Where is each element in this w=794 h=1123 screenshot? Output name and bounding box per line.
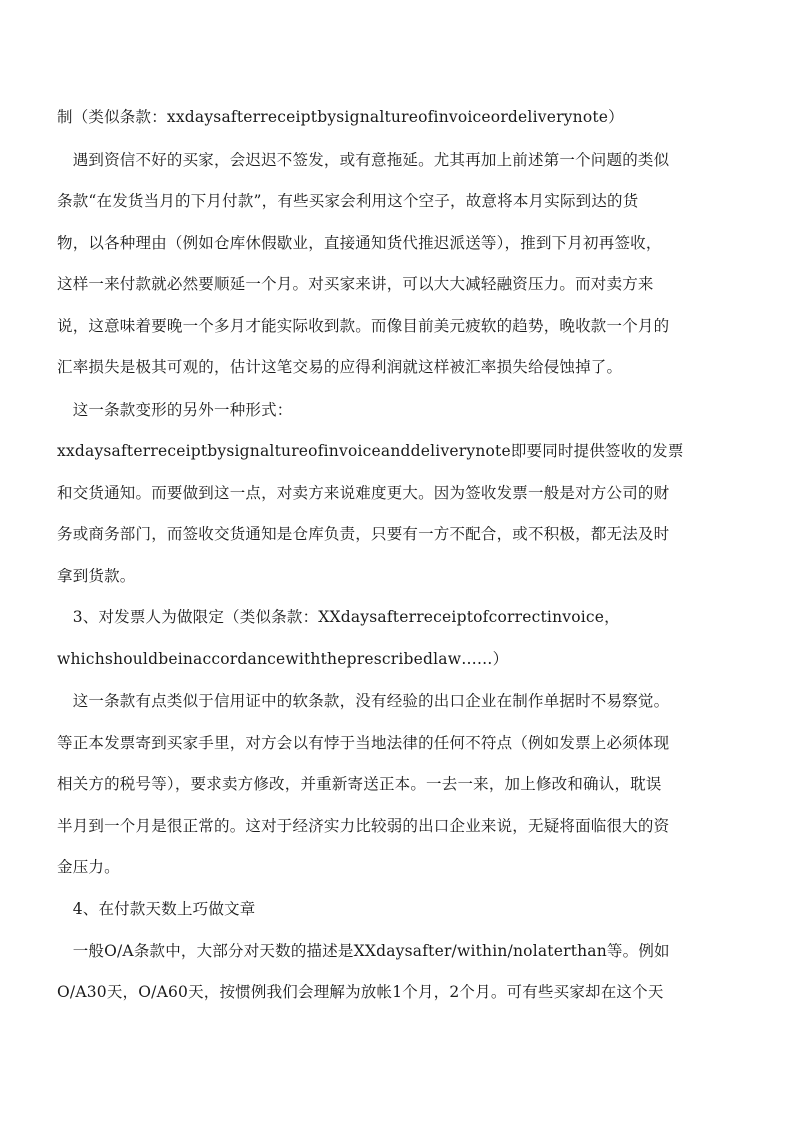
text-line: 3、对发票人为做限定（类似条款：XXdaysafterreceiptofcorrectinvoice， xyxy=(57,608,620,626)
text-line: 物，以各种理由（例如仓库休假歇业，直接通知货代推迟派送等），推到下月初再签收， xyxy=(57,234,662,252)
text-line: 一般O/A条款中，大部分对天数的描述是XXdaysafter/within/nolaterthan等。例如 xyxy=(57,942,670,960)
text-line: 汇率损失是极其可观的，估计这笔交易的应得利润就这样被汇率损失给侵蚀掉了。 xyxy=(57,358,623,376)
text-line: 遇到资信不好的买家，会迟迟不签发，或有意拖延。尤其再加上前述第一个问题的类似 xyxy=(57,151,670,169)
text-line: 这一条款变形的另外一种形式： xyxy=(57,401,293,419)
text-line: 半月到一个月是很正常的。这对于经济实力比较弱的出口企业来说，无疑将面临很大的资 xyxy=(57,817,670,835)
text-line: 这一条款有点类似于信用证中的软条款，没有经验的出口企业在制作单据时不易察觉。 xyxy=(57,692,670,710)
text-line: 这样一来付款就必然要顺延一个月。对买家来讲，可以大大减轻融资压力。而对卖方来 xyxy=(57,275,654,293)
text-line: whichshouldbeinaccordancewiththeprescribedlaw……） xyxy=(57,650,509,668)
text-line: 条款“在发货当月的下月付款”，有些买家会利用这个空子，故意将本月实际到达的货 xyxy=(57,192,639,210)
text-line: 拿到货款。 xyxy=(57,567,136,585)
text-line: xxdaysafterreceiptbysignaltureofinvoiceanddeliverynote即要同时提供签收的发票 xyxy=(57,442,684,460)
text-line: 务或商务部门，而签收交货通知是仓库负责，只要有一方不配合，或不积极，都无法及时 xyxy=(57,525,670,543)
text-line: 制（类似条款：xxdaysafterreceiptbysignaltureofinvoiceordeliverynote） xyxy=(57,108,624,126)
text-line: 相关方的税号等），要求卖方修改，并重新寄送正本。一去一来，加上修改和确认，耽误 xyxy=(57,775,662,793)
text-line: O/A30天，O/A60天，按惯例我们会理解为放帐1个月，2个月。可有些买家却在这个天 xyxy=(57,983,664,1001)
text-line: 和交货通知。而要做到这一点，对卖方来说难度更大。因为签收发票一般是对方公司的财 xyxy=(57,484,670,502)
text-line: 说，这意味着要晚一个多月才能实际收到款。而像目前美元疲软的趋势，晚收款一个月的 xyxy=(57,317,670,335)
text-line: 4、在付款天数上巧做文章 xyxy=(57,900,256,918)
text-line: 等正本发票寄到买家手里，对方会以有悖于当地法律的任何不符点（例如发票上必须体现 xyxy=(57,734,670,752)
text-line: 金压力。 xyxy=(57,858,120,876)
